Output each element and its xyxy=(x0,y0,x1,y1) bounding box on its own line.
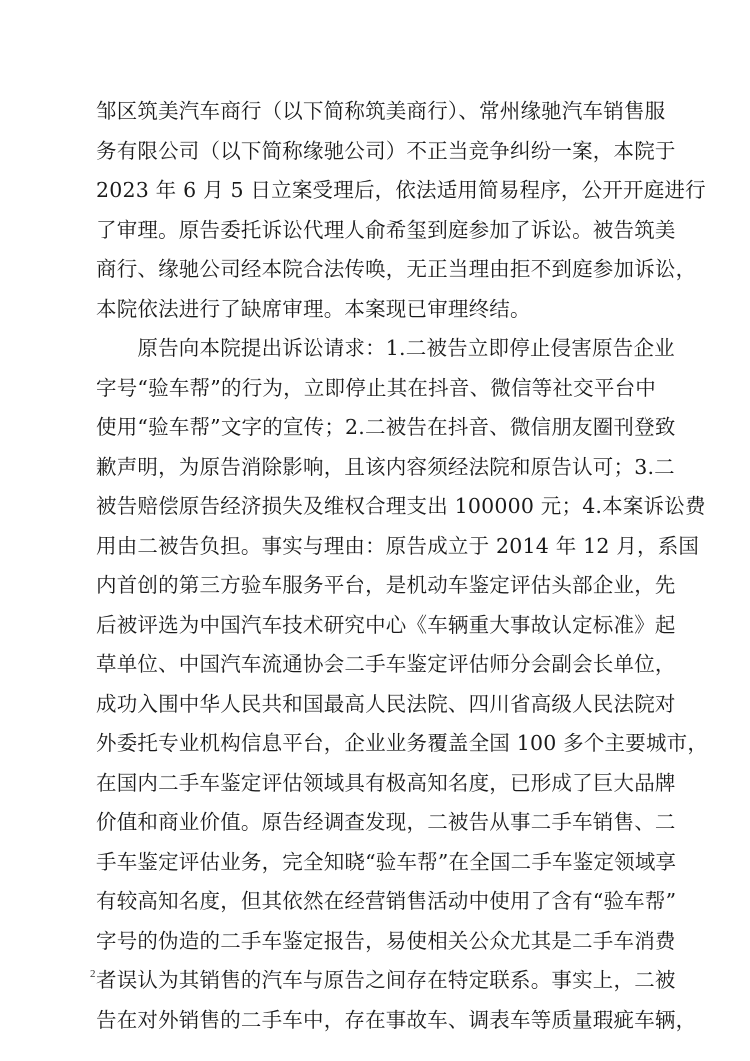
text-line: 草单位、中国汽车流通协会二手车鉴定评估师分会副会长单位， xyxy=(96,652,676,676)
text-line: 字号“验车帮”的行为，立即停止其在抖音、微信等社交平台中 xyxy=(96,375,656,400)
text-line: 者误认为其销售的汽车与原告之间存在特定联系。事实上，二被 xyxy=(96,968,676,992)
text-line: 字号的伪造的二手车鉴定报告，易使相关公众尤其是二手车消费 xyxy=(96,928,676,953)
text-line: 价值和商业价值。原告经调查发现，二被告从事二手车销售、二 xyxy=(96,810,676,834)
body-text xyxy=(96,92,709,1040)
text-line: 后被评选为中国汽车技术研究中心《车辆重大事故认定标准》起 xyxy=(96,612,676,637)
text-line: 务有限公司（以下简称缘驰公司）不正当竞争纠纷一案，本院于 xyxy=(96,138,676,163)
text-line: 内首创的第三方验车服务平台，是机动车鉴定评估头部企业，先 xyxy=(96,573,676,597)
text-line: 有较高知名度，但其依然在经营销售活动中使用了含有“验车帮” xyxy=(96,889,677,913)
text-line: 歉声明，为原告消除影响，且该内容须经法院和原告认可；3.二 xyxy=(96,454,675,479)
text-line: 在国内二手车鉴定评估领域具有极高知名度，已形成了巨大品牌 xyxy=(96,770,676,795)
text-line: 2023 年 6 月 5 日立案受理后，依法适用简易程序，公开开庭进行 xyxy=(96,178,706,202)
text-line: 了审理。原告委托诉讼代理人俞希玺到庭参加了诉讼。被告筑美 xyxy=(96,217,676,242)
text-line: 原告向本院提出诉讼请求：1.二被告立即停止侵害原告企业 xyxy=(96,336,675,360)
text-line: 被告赔偿原告经济损失及维权合理支出 100000 元；4.本案诉讼费 xyxy=(96,494,706,518)
text-line: 邹区筑美汽车商行（以下简称筑美商行）、常州缘驰汽车销售服 xyxy=(96,99,666,123)
text-line: 使用“验车帮”文字的宣传；2.二被告在抖音、微信朋友圈刊登致 xyxy=(96,415,676,439)
text-line: 用由二被告负担。事实与理由：原告成立于 2014 年 12 月，系国 xyxy=(96,533,700,558)
page-number: 2 xyxy=(90,968,96,980)
text-line: 本院依法进行了缺席审理。本案现已审理终结。 xyxy=(96,296,531,321)
text-line: 商行、缘驰公司经本院合法传唤，无正当理由拒不到庭参加诉讼， xyxy=(96,257,697,281)
text-line: 告在对外销售的二手车中，存在事故车、调表车等质量瑕疵车辆， xyxy=(96,1007,697,1032)
text-line: 外委托专业机构信息平台，企业业务覆盖全国 100 多个主要城市， xyxy=(96,731,709,755)
text-line: 手车鉴定评估业务，完全知晓“验车帮”在全国二手车鉴定领域享 xyxy=(96,849,677,874)
text-line: 成功入围中华人民共和国最高人民法院、四川省高级人民法院对 xyxy=(96,691,676,716)
